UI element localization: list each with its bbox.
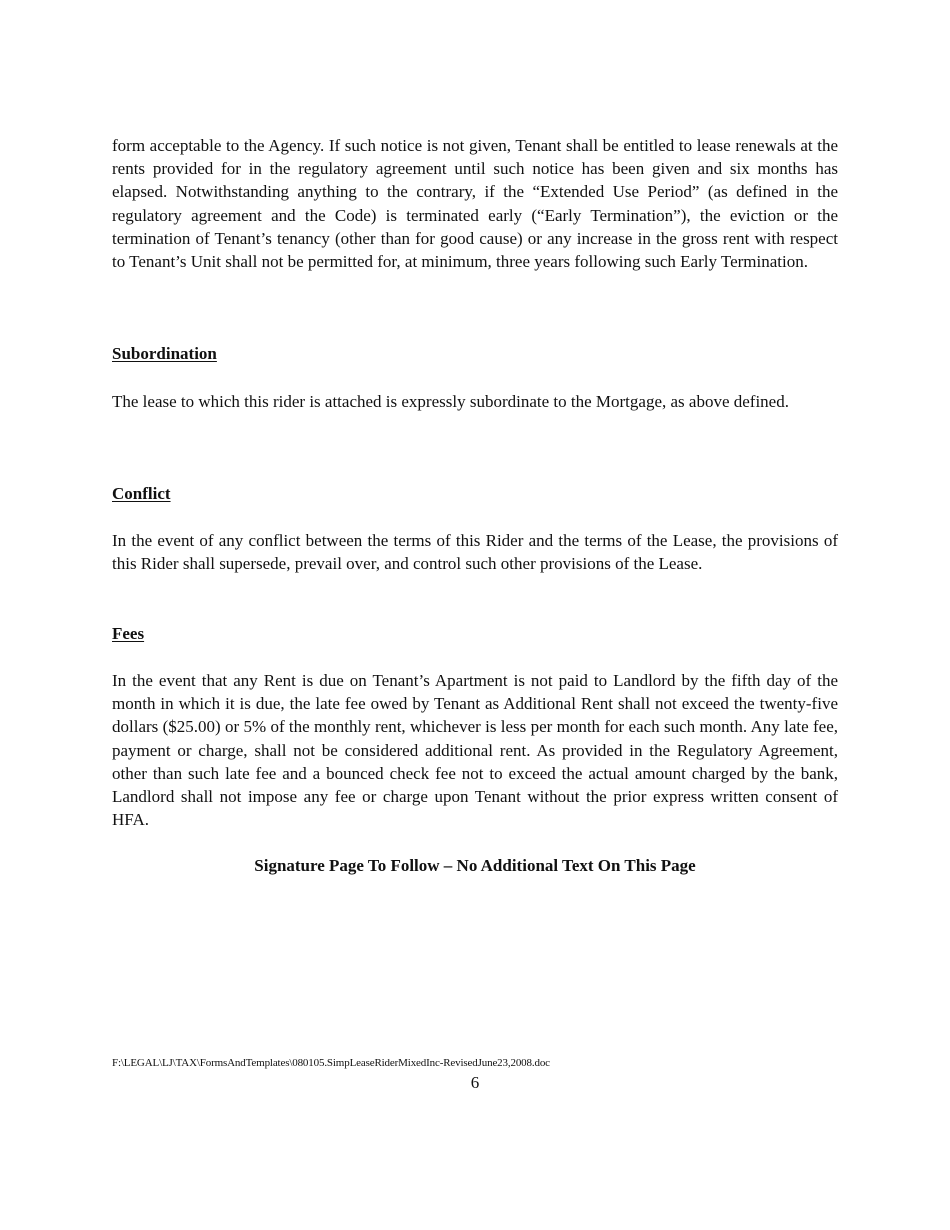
conflict-paragraph: In the event of any conflict between the terms of this Rider and the terms of the Lease, the provisions of this Rider shall supersede, prevail over, and control such other provisions of the Lease. bbox=[112, 531, 838, 574]
footer-file-path: F:\LEGAL\LJ\TAX\FormsAndTemplates\080105.SimpLeaseRiderMixedInc-RevisedJune23,2008.doc bbox=[112, 1057, 550, 1069]
conflict-heading: Conflict bbox=[112, 484, 171, 503]
page-number: 6 bbox=[470, 1073, 480, 1092]
fees-heading: Fees bbox=[112, 624, 145, 643]
subordination-heading: Subordination bbox=[112, 344, 217, 363]
intro-paragraph: form acceptable to the Agency. If such notice is not given, Tenant shall be entitled to lease renewals at the rents provided for in the regulatory agreement until such notice has been given and six months has elapsed. Notwithstanding anything to the contrary, if the “Extended Use Period” (as defined in the regulatory agreement and the Code) is terminated early (“Early Termination”), the eviction or the termination of Tenant’s tenancy (other than for good cause) or any increase in the gross rent with respect to Tenant’s Unit shall not be permitted for, at minimum, three years following such Early Termination. bbox=[112, 136, 838, 272]
signature-page-notice: Signature Page To Follow – No Additional Text On This Page bbox=[254, 856, 696, 875]
subordination-paragraph: The lease to which this rider is attached is expressly subordinate to the Mortgage, as above defined. bbox=[112, 392, 789, 411]
fees-paragraph: In the event that any Rent is due on Tenant’s Apartment is not paid to Landlord by the fifth day of the month in which it is due, the late fee owed by Tenant as Additional Rent shall not exceed the twenty-five dollars ($25.00) or 5% of the monthly rent, whichever is less per month for each such month. Any late fee, payment or charge, shall not be considered additional rent. As provided in the Regulatory Agreement, other than such late fee and a bounced check fee not to exceed the actual amount charged by the bank, Landlord shall not impose any fee or charge upon Tenant without the prior express written consent of HFA. bbox=[112, 671, 838, 830]
